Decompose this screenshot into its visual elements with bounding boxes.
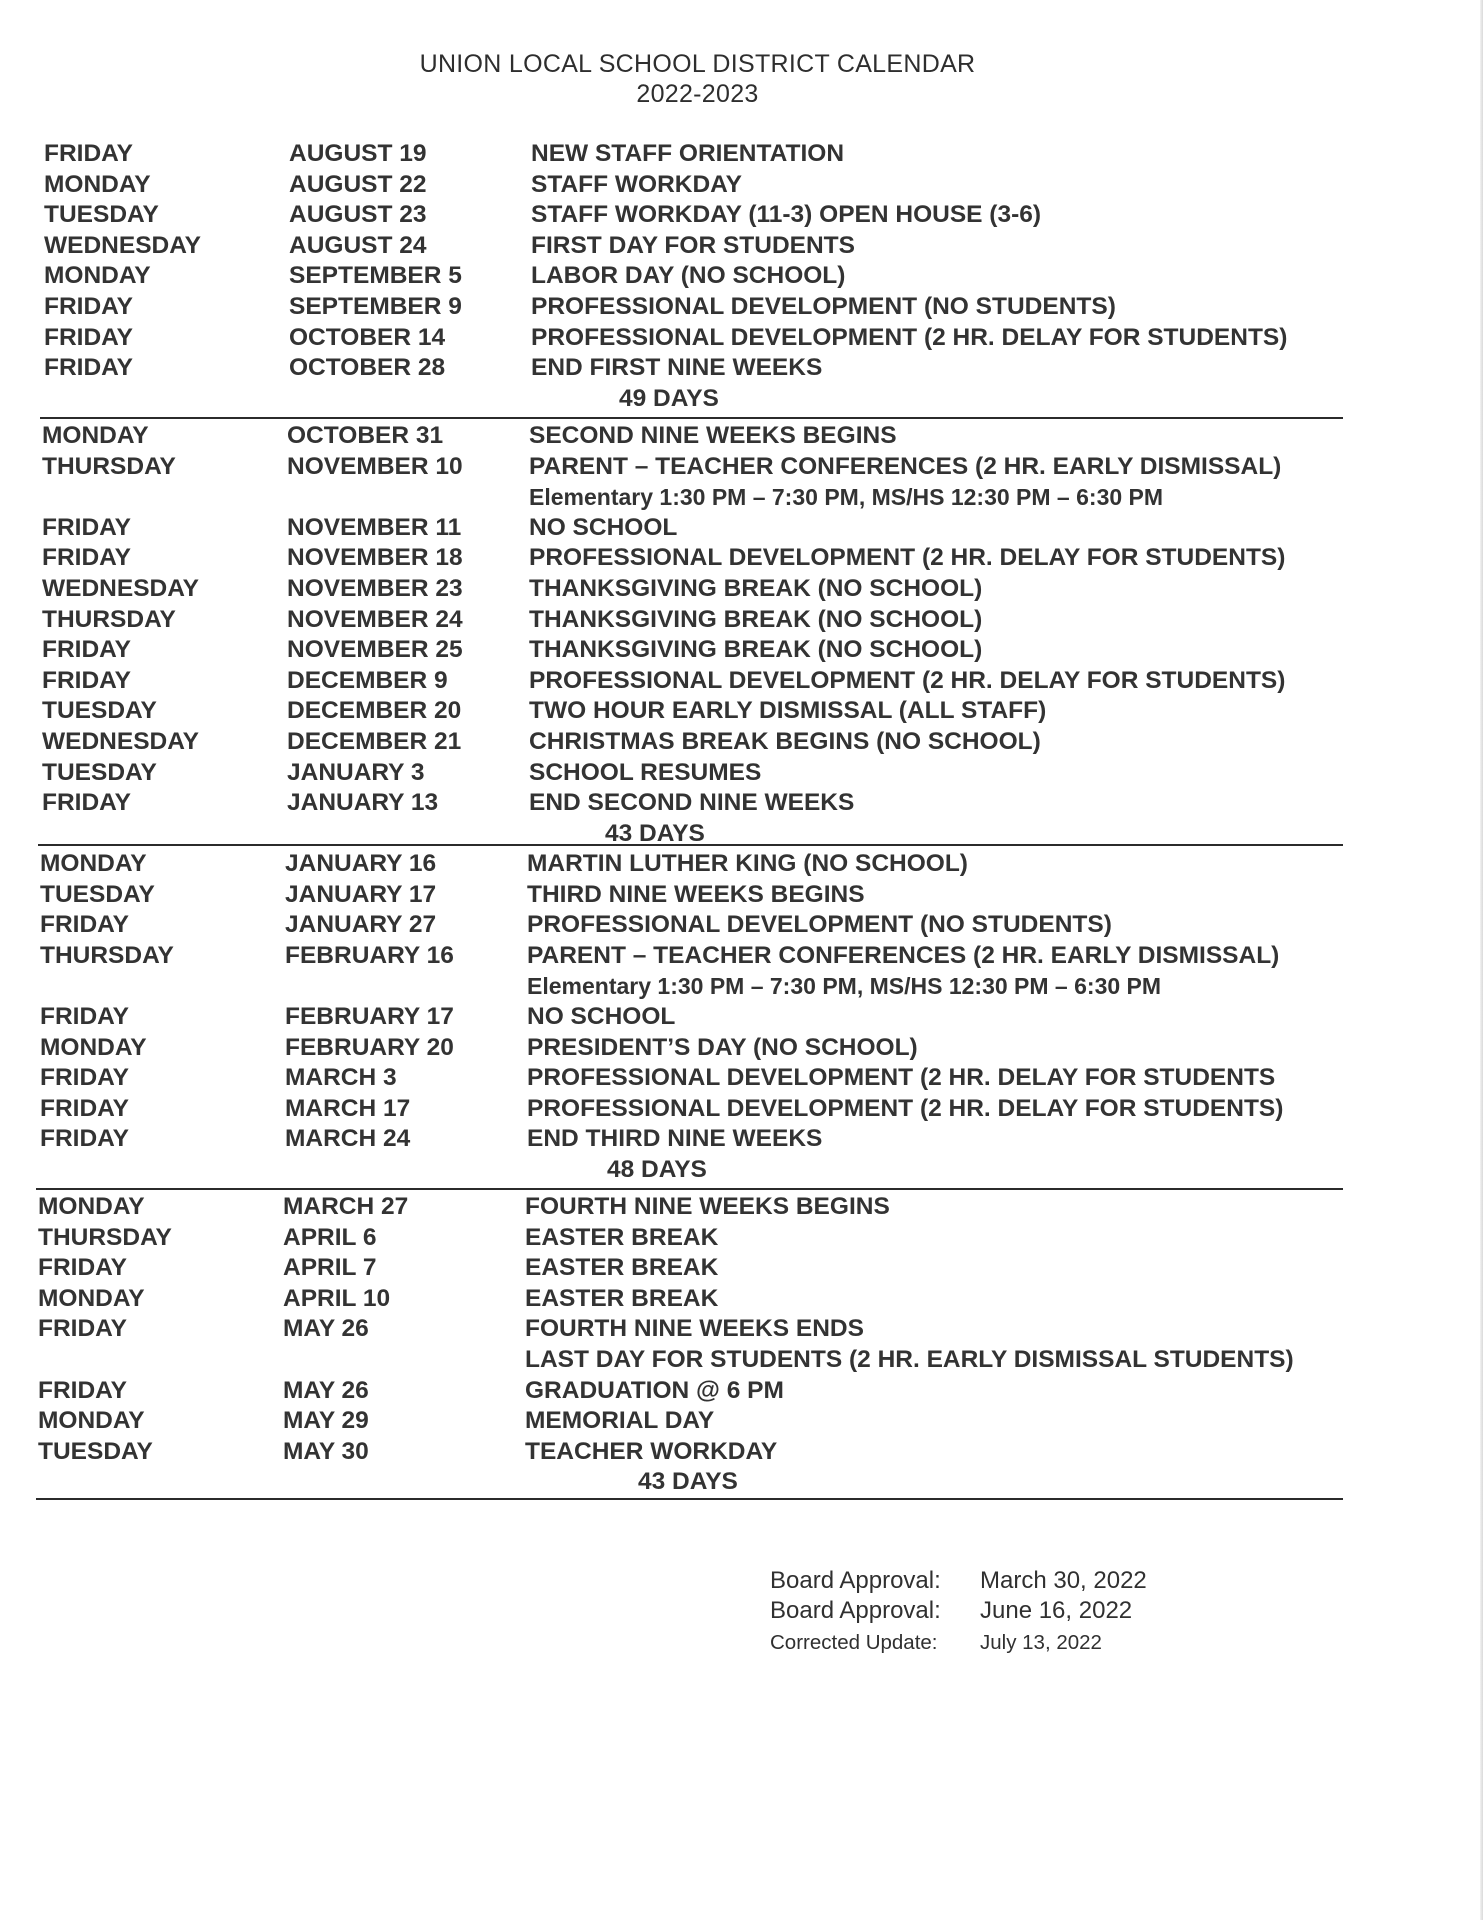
weekday: WEDNESDAY: [44, 231, 202, 259]
event: Elementary 1:30 PM – 7:30 PM, MS/HS 12:30 PM – 6:30 PM: [529, 484, 1164, 511]
date: OCTOBER 31: [287, 422, 444, 449]
event: END FIRST NINE WEEKS: [531, 354, 823, 382]
calendar-row: [42, 758, 1442, 788]
approval-date: June 16, 2022: [980, 1597, 1133, 1624]
quarter-total-days: 43 DAYS: [638, 1468, 738, 1496]
correction-date: July 13, 2022: [980, 1631, 1102, 1654]
weekday: TUESDAY: [42, 758, 157, 786]
date: DECEMBER 9: [287, 666, 448, 694]
quarter-total-days: 43 DAYS: [605, 819, 705, 847]
calendar-row: [42, 727, 1442, 757]
weekday: FRIDAY: [38, 1376, 127, 1404]
weekday: FRIDAY: [38, 1315, 127, 1343]
date: JANUARY 3: [287, 758, 425, 786]
event: PROFESSIONAL DEVELOPMENT (2 HR. DELAY FOR STUDENTS): [527, 1094, 1284, 1122]
weekday: MONDAY: [44, 170, 151, 198]
calendar-row: [44, 292, 1444, 322]
event: PROFESSIONAL DEVELOPMENT (2 HR. DELAY FOR STUDENTS): [529, 666, 1286, 694]
calendar-row: [38, 1314, 1438, 1344]
calendar-row: [38, 1192, 1438, 1222]
event: NO SCHOOL: [527, 1003, 676, 1030]
date: MAY 26: [283, 1376, 369, 1404]
date: DECEMBER 20: [287, 697, 462, 725]
event: GRADUATION @ 6 PM: [525, 1376, 784, 1404]
event: NO SCHOOL: [529, 513, 678, 541]
date: APRIL 10: [283, 1284, 391, 1312]
event: PRESIDENT’S DAY (NO SCHOOL): [527, 1033, 918, 1061]
date: NOVEMBER 24: [287, 605, 463, 633]
date: JANUARY 16: [285, 850, 437, 877]
calendar-row: [38, 1376, 1438, 1406]
date: SEPTEMBER 5: [289, 262, 462, 290]
event: EASTER BREAK: [525, 1223, 719, 1251]
calendar-row: [42, 788, 1442, 818]
school-year: 2022-2023: [636, 80, 759, 108]
weekday: FRIDAY: [42, 544, 131, 572]
calendar-row: [38, 1406, 1438, 1436]
weekday: FRIDAY: [42, 789, 131, 817]
event: THANKSGIVING BREAK (NO SCHOOL): [529, 575, 983, 602]
calendar-row: [38, 1223, 1438, 1253]
calendar-row: [42, 666, 1442, 696]
calendar-row: [40, 1033, 1440, 1063]
weekday: FRIDAY: [40, 1094, 129, 1122]
calendar-row: [44, 353, 1444, 383]
date: NOVEMBER 10: [287, 452, 463, 480]
weekday: MONDAY: [38, 1407, 145, 1435]
event: SCHOOL RESUMES: [529, 758, 762, 786]
date: FEBRUARY 17: [285, 1003, 454, 1030]
calendar-row: [40, 910, 1440, 940]
event: PARENT – TEACHER CONFERENCES (2 HR. EARLY DISMISSAL): [529, 452, 1282, 480]
calendar-row: [38, 1253, 1438, 1283]
calendar-row: [44, 323, 1444, 353]
weekday: THURSDAY: [38, 1223, 172, 1251]
date: NOVEMBER 23: [287, 575, 463, 602]
event: END THIRD NINE WEEKS: [527, 1125, 823, 1153]
weekday: TUESDAY: [42, 697, 157, 725]
date: MARCH 27: [283, 1193, 409, 1220]
event: SECOND NINE WEEKS BEGINS: [529, 422, 897, 449]
date: APRIL 6: [283, 1223, 377, 1251]
calendar-row-continuation: [42, 482, 1442, 512]
weekday: TUESDAY: [40, 880, 155, 908]
event: PROFESSIONAL DEVELOPMENT (NO STUDENTS): [527, 911, 1112, 939]
calendar-row: [44, 231, 1444, 261]
event: FIRST DAY FOR STUDENTS: [531, 231, 855, 259]
calendar-row: [42, 635, 1442, 665]
event: LABOR DAY (NO SCHOOL): [531, 262, 846, 290]
date: AUGUST 22: [289, 170, 427, 198]
quarter-total-days: 49 DAYS: [619, 384, 719, 412]
weekday: WEDNESDAY: [42, 575, 200, 602]
weekday: TUESDAY: [38, 1437, 153, 1465]
date: MARCH 3: [285, 1064, 397, 1092]
event: TEACHER WORKDAY: [525, 1437, 778, 1465]
correction-label: Corrected Update:: [770, 1631, 938, 1654]
quarter-divider: [36, 1498, 1343, 1500]
calendar-row: [38, 1437, 1438, 1467]
date: AUGUST 24: [289, 231, 427, 259]
weekday: MONDAY: [38, 1193, 145, 1220]
calendar-row: [44, 261, 1444, 291]
calendar-row: [40, 941, 1440, 971]
event: THANKSGIVING BREAK (NO SCHOOL): [529, 605, 983, 633]
weekday: MONDAY: [40, 1033, 147, 1061]
event: FOURTH NINE WEEKS BEGINS: [525, 1193, 890, 1220]
date: JANUARY 27: [285, 911, 437, 939]
event: PROFESSIONAL DEVELOPMENT (NO STUDENTS): [531, 293, 1116, 320]
date: NOVEMBER 11: [287, 513, 462, 541]
event: LAST DAY FOR STUDENTS (2 HR. EARLY DISMISSAL STUDENTS): [525, 1346, 1294, 1373]
calendar-row: [42, 605, 1442, 635]
weekday: FRIDAY: [44, 354, 133, 382]
weekday: FRIDAY: [42, 666, 131, 694]
event: Elementary 1:30 PM – 7:30 PM, MS/HS 12:30 PM – 6:30 PM: [527, 973, 1162, 1000]
event: CHRISTMAS BREAK BEGINS (NO SCHOOL): [529, 728, 1041, 755]
weekday: MONDAY: [38, 1284, 145, 1312]
date: AUGUST 19: [289, 140, 427, 167]
event: THIRD NINE WEEKS BEGINS: [527, 880, 865, 908]
weekday: THURSDAY: [42, 452, 176, 480]
event: EASTER BREAK: [525, 1284, 719, 1312]
event: FOURTH NINE WEEKS ENDS: [525, 1315, 864, 1343]
date: OCTOBER 28: [289, 354, 446, 382]
weekday: FRIDAY: [40, 911, 129, 939]
event: STAFF WORKDAY (11-3) OPEN HOUSE (3-6): [531, 201, 1042, 229]
weekday: THURSDAY: [40, 941, 174, 969]
calendar-row: [42, 543, 1442, 573]
date: FEBRUARY 16: [285, 941, 454, 969]
quarter-divider: [38, 844, 1343, 846]
calendar-row: [40, 1002, 1440, 1032]
event: PARENT – TEACHER CONFERENCES (2 HR. EARLY DISMISSAL): [527, 941, 1280, 969]
calendar-row-continuation: [38, 1345, 1438, 1375]
event: NEW STAFF ORIENTATION: [531, 140, 845, 167]
calendar-row: [42, 513, 1442, 543]
calendar-row: [42, 452, 1442, 482]
date: AUGUST 23: [289, 201, 427, 229]
page-title: UNION LOCAL SCHOOL DISTRICT CALENDAR: [419, 50, 976, 78]
calendar-row: [44, 139, 1444, 169]
quarter-divider: [36, 1188, 1343, 1190]
event: END SECOND NINE WEEKS: [529, 789, 855, 817]
calendar-row: [42, 696, 1442, 726]
date: MARCH 24: [285, 1125, 411, 1153]
event: PROFESSIONAL DEVELOPMENT (2 HR. DELAY FOR STUDENTS): [529, 544, 1286, 572]
date: APRIL 7: [283, 1254, 377, 1282]
weekday: MONDAY: [40, 850, 147, 877]
quarter-total-days: 48 DAYS: [607, 1156, 707, 1183]
weekday: MONDAY: [42, 422, 149, 449]
calendar-row: [42, 574, 1442, 604]
calendar-row-continuation: [40, 971, 1440, 1001]
approval-label: Board Approval:: [770, 1567, 941, 1594]
event: PROFESSIONAL DEVELOPMENT (2 HR. DELAY FOR STUDENTS): [531, 323, 1288, 351]
event: MEMORIAL DAY: [525, 1407, 715, 1435]
calendar-row: [44, 200, 1444, 230]
calendar-row: [40, 1094, 1440, 1124]
weekday: FRIDAY: [44, 323, 133, 351]
date: JANUARY 17: [285, 880, 437, 908]
event: STAFF WORKDAY: [531, 170, 742, 198]
weekday: TUESDAY: [44, 201, 159, 229]
approval-date: March 30, 2022: [980, 1567, 1147, 1594]
date: SEPTEMBER 9: [289, 293, 462, 320]
weekday: WEDNESDAY: [42, 728, 200, 755]
calendar-row: [44, 170, 1444, 200]
weekday: FRIDAY: [44, 140, 133, 167]
date: DECEMBER 21: [287, 728, 462, 755]
weekday: FRIDAY: [44, 293, 133, 320]
calendar-row: [40, 1063, 1440, 1093]
event: TWO HOUR EARLY DISMISSAL (ALL STAFF): [529, 697, 1047, 725]
calendar-row: [38, 1284, 1438, 1314]
weekday: FRIDAY: [42, 636, 131, 664]
event: PROFESSIONAL DEVELOPMENT (2 HR. DELAY FOR STUDENTS: [527, 1064, 1276, 1092]
date: OCTOBER 14: [289, 323, 446, 351]
approval-label: Board Approval:: [770, 1597, 941, 1624]
weekday: THURSDAY: [42, 605, 176, 633]
date: MAY 29: [283, 1407, 369, 1435]
date: MARCH 17: [285, 1094, 411, 1122]
quarter-divider: [40, 417, 1343, 419]
weekday: FRIDAY: [40, 1125, 129, 1153]
calendar-row: [40, 880, 1440, 910]
weekday: FRIDAY: [38, 1254, 127, 1282]
calendar-row: [42, 421, 1442, 451]
date: FEBRUARY 20: [285, 1033, 454, 1061]
calendar-row: [40, 1124, 1440, 1154]
weekday: FRIDAY: [40, 1064, 129, 1092]
weekday: FRIDAY: [42, 513, 131, 541]
date: JANUARY 13: [287, 789, 439, 817]
event: THANKSGIVING BREAK (NO SCHOOL): [529, 636, 983, 664]
event: MARTIN LUTHER KING (NO SCHOOL): [527, 850, 968, 877]
date: NOVEMBER 18: [287, 544, 463, 572]
date: MAY 30: [283, 1437, 369, 1465]
weekday: FRIDAY: [40, 1003, 129, 1030]
date: MAY 26: [283, 1315, 369, 1343]
date: NOVEMBER 25: [287, 636, 463, 664]
event: EASTER BREAK: [525, 1254, 719, 1282]
weekday: MONDAY: [44, 262, 151, 290]
calendar-row: [40, 849, 1440, 879]
